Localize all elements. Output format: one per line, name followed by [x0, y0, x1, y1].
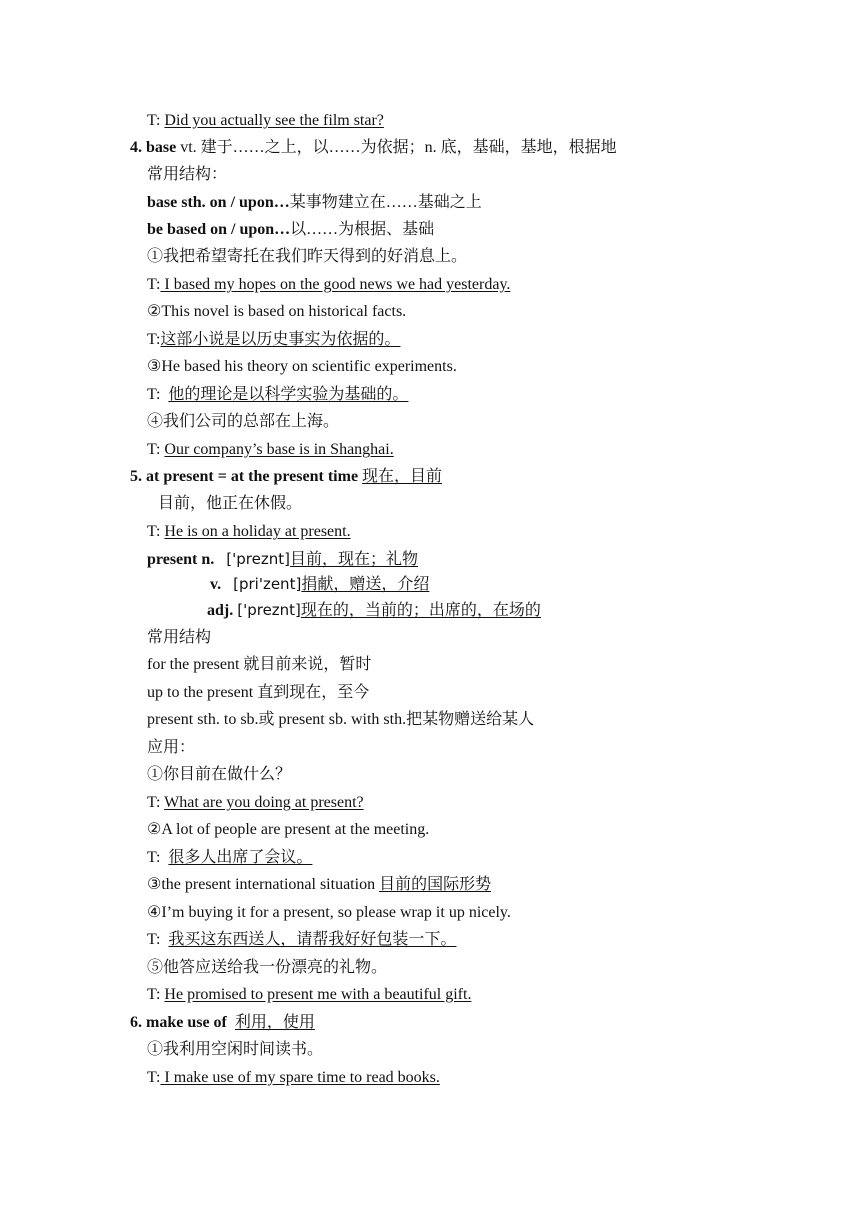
answer-line	[147, 985, 471, 1005]
example-sentence: ④I’m buying it for a present, so please wrap it up nicely.	[147, 904, 511, 921]
section-term: 6. make use of	[130, 1014, 227, 1031]
phrase-meaning: 以……为根据、基础	[290, 221, 435, 238]
phonetic-text: ['preznt]	[237, 601, 301, 619]
example-sentence: ①我把希望寄托在我们昨天得到的好消息上。	[147, 248, 468, 265]
pos-line	[147, 549, 418, 570]
section-term: 5. at present = at the present time	[130, 468, 359, 485]
example-sentence: ③He based his theory on scientific experiments.	[147, 358, 457, 375]
example-sentence	[147, 875, 491, 895]
example-sentence: 目前，他正在休假。	[158, 495, 303, 512]
answer-prefix: T:	[147, 849, 169, 866]
phrase-line: up to the present 直到现在，至今	[147, 684, 370, 701]
example-sentence: ⑤他答应送给我一份漂亮的礼物。	[147, 959, 388, 976]
phrase-meaning: 某事物建立在……基础之上	[289, 194, 482, 211]
pos-line	[207, 600, 541, 621]
answer-text: What are you doing at present?	[164, 794, 364, 811]
pos-meaning: 目前，现在；礼物	[289, 551, 418, 568]
answer-text: He promised to present me with a beautiful gift.	[164, 986, 472, 1003]
answer-prefix: T:	[147, 794, 165, 811]
pos-term: v.	[210, 576, 222, 593]
application-label: 应用：	[147, 739, 196, 756]
answer-prefix: T:	[147, 112, 165, 129]
pos-term: present n.	[147, 551, 215, 568]
answer-text: I based my hopes on the good news we had yesterday.	[160, 276, 511, 293]
answer-line	[147, 111, 384, 131]
answer-line	[147, 330, 400, 350]
structure-label: 常用结构：	[147, 166, 228, 183]
answer-prefix: T:	[147, 331, 161, 348]
answer-prefix: T:	[147, 931, 169, 948]
example-sentence: ④我们公司的总部在上海。	[147, 413, 340, 430]
answer-text: 我买这东西送人，请帮我好好包装一下。	[168, 931, 457, 948]
answer-text: He is on a holiday at present.	[164, 523, 351, 540]
answer-prefix: T:	[147, 1069, 161, 1086]
answer-text: Did you actually see the film star?	[164, 112, 384, 129]
phonetic-text: [pri'zent]	[233, 575, 302, 593]
pos-term: adj.	[207, 602, 234, 619]
answer-text: 很多人出席了会议。	[168, 849, 313, 866]
section-heading-6	[130, 1013, 315, 1033]
answer-prefix: T:	[147, 986, 165, 1003]
example-sentence: ②This novel is based on historical facts.	[147, 303, 407, 320]
section-heading-5	[130, 467, 442, 487]
answer-line	[147, 930, 456, 950]
section-definition: vt. 建于……之上，以……为依据；n. 底，基础，基地，根据地	[176, 139, 617, 156]
answer-line	[147, 385, 408, 405]
answer-line	[147, 1068, 440, 1088]
answer-line	[147, 275, 510, 295]
answer-prefix: T:	[147, 523, 165, 540]
answer-text: I make use of my spare time to read books.	[160, 1069, 440, 1086]
section-definition: 现在，目前	[362, 468, 443, 485]
answer-text: 目前的国际形势	[379, 876, 492, 893]
phrase-line: for the present 就目前来说，暂时	[147, 656, 372, 673]
example-text: ③the present international situation	[147, 876, 380, 893]
answer-line	[147, 440, 394, 460]
phonetic-text: ['preznt]	[226, 550, 290, 568]
section-definition: 利用，使用	[234, 1014, 315, 1031]
answer-prefix: T:	[147, 441, 165, 458]
answer-text: 这部小说是以历史事实为依据的。	[160, 331, 401, 348]
answer-line	[147, 848, 312, 868]
answer-line	[147, 522, 351, 542]
example-sentence: ①你目前在做什么？	[147, 766, 292, 783]
answer-text: Our company’s base is in Shanghai.	[164, 441, 394, 458]
section-heading-4	[130, 138, 617, 158]
answer-text: 他的理论是以科学实验为基础的。	[168, 386, 409, 403]
answer-prefix: T:	[147, 386, 169, 403]
example-sentence: ②A lot of people are present at the meeting.	[147, 821, 430, 838]
phrase-term: base sth. on / upon…	[147, 194, 290, 211]
phrase-line	[147, 193, 482, 213]
section-term: 4. base	[130, 139, 177, 156]
pos-meaning: 捐献，赠送，介绍	[301, 576, 430, 593]
phrase-term: be based on / upon…	[147, 221, 291, 238]
answer-line	[147, 793, 364, 813]
answer-prefix: T:	[147, 276, 161, 293]
phrase-line: present sth. to sb.或 present sb. with sth.把某物赠送给某人	[147, 711, 535, 728]
phrase-line	[147, 220, 434, 240]
structure-label: 常用结构	[147, 629, 212, 646]
example-sentence: ①我利用空闲时间读书。	[147, 1041, 324, 1058]
pos-line	[210, 574, 429, 595]
pos-meaning: 现在的，当前的；出席的，在场的	[300, 602, 541, 619]
